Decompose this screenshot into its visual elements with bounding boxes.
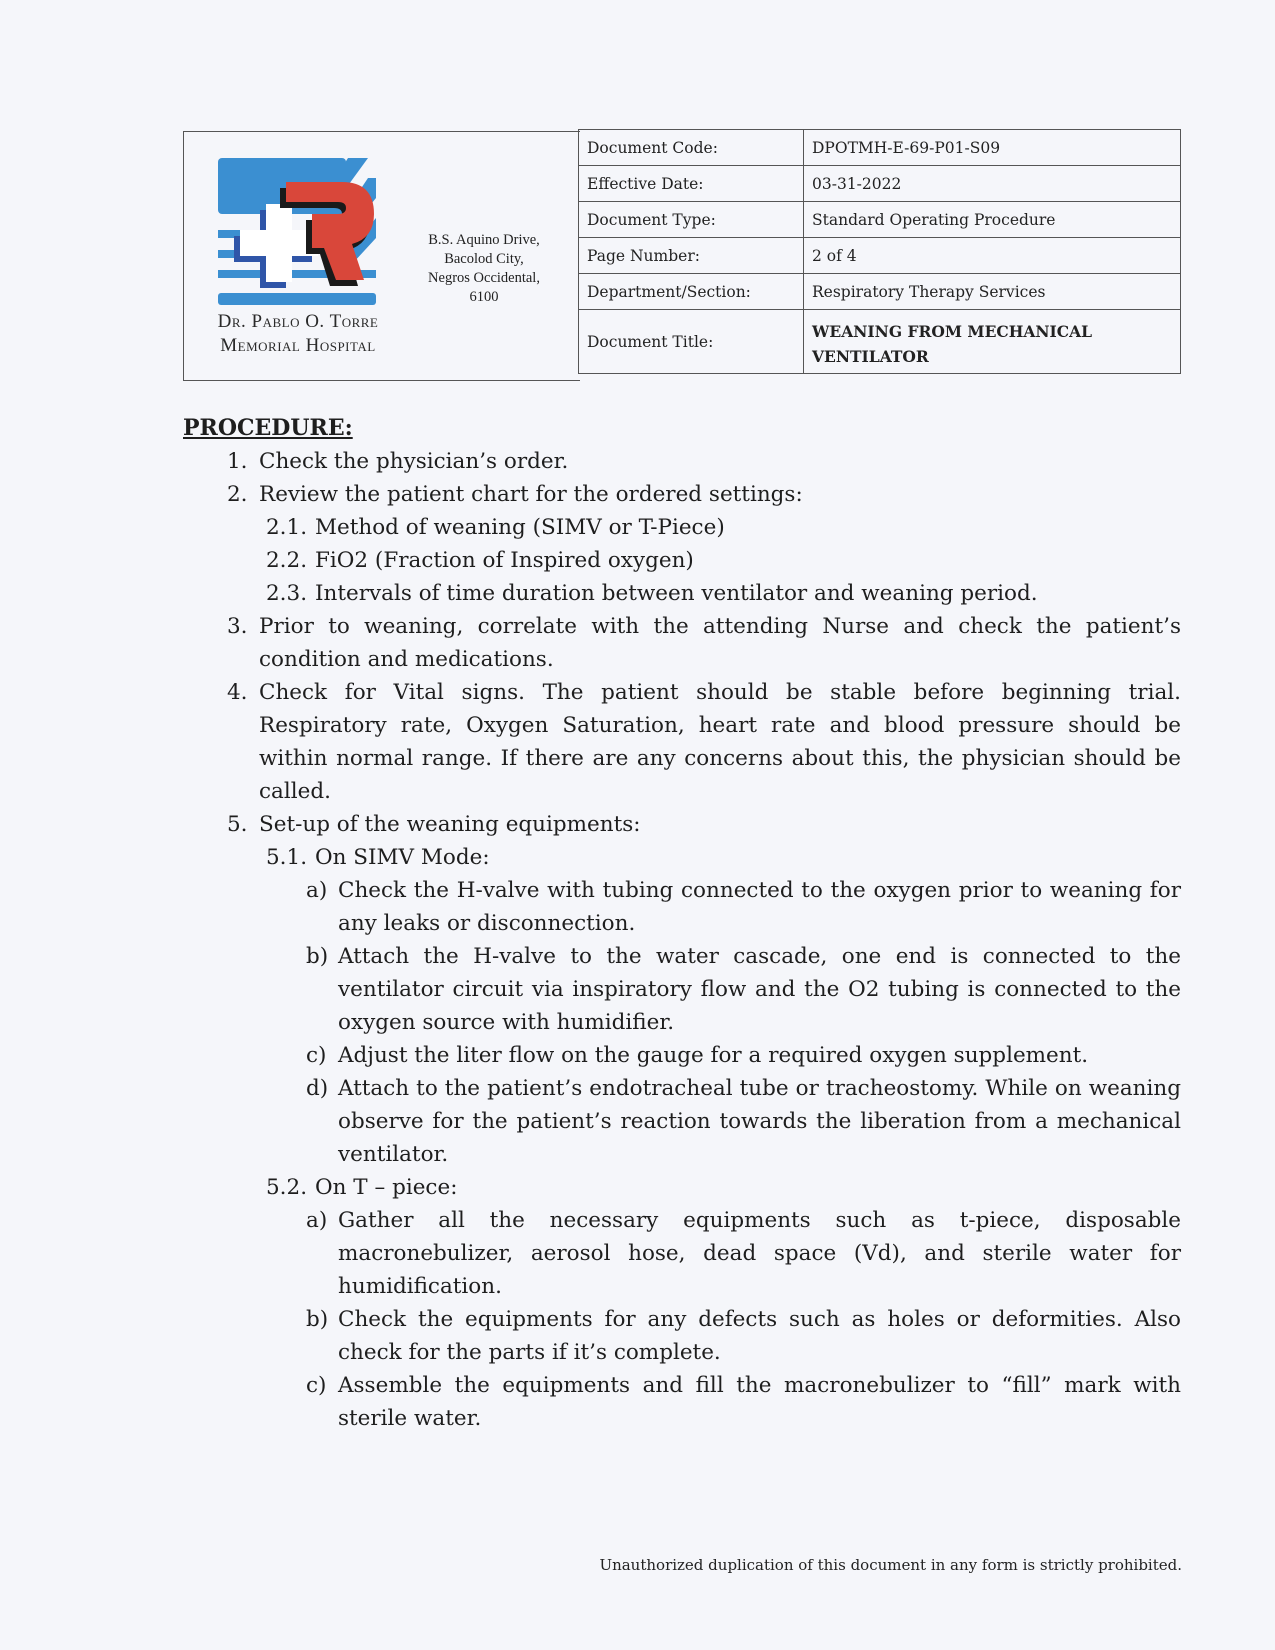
procedure-step bbox=[183, 511, 1181, 544]
meta-row bbox=[579, 238, 1181, 274]
section-heading: PROCEDURE: bbox=[183, 415, 353, 441]
address-line: 6100 bbox=[469, 289, 499, 305]
meta-value: Respiratory Therapy Services bbox=[804, 274, 1181, 310]
procedure-step bbox=[183, 874, 1181, 940]
address-line: Negros Occidental, bbox=[428, 270, 540, 286]
step-text: Set-up of the weaning equipments: bbox=[259, 812, 641, 837]
step-text: Attach to the patient’s endotracheal tube or tracheostomy. While on weaning observe for the patient’s reaction towards the liberation from a mechanical ventilator. bbox=[338, 1076, 1181, 1167]
procedure-step bbox=[183, 445, 1181, 478]
step-text: Adjust the liter flow on the gauge for a required oxygen supplement. bbox=[338, 1043, 1089, 1068]
document-header bbox=[183, 131, 580, 381]
procedure-step bbox=[183, 478, 1181, 511]
hospital-name bbox=[184, 310, 412, 358]
meta-label: Document Code: bbox=[579, 130, 804, 166]
step-number: 5.1. bbox=[266, 845, 308, 870]
procedure-step bbox=[183, 1072, 1181, 1171]
step-number: 1. bbox=[227, 449, 248, 474]
procedure-step bbox=[183, 841, 1181, 874]
step-text: Check the physician’s order. bbox=[259, 449, 569, 474]
address-line: B.S. Aquino Drive, bbox=[428, 232, 540, 248]
hospital-logo bbox=[218, 158, 376, 305]
hospital-name-line-2: Memorial Hospital bbox=[220, 335, 376, 356]
step-text: Gather all the necessary equipments such as t-piece, disposable macronebulizer, aerosol hose, dead space (Vd), and sterile water for humidification. bbox=[338, 1208, 1181, 1299]
step-number: d) bbox=[306, 1076, 329, 1101]
step-number: a) bbox=[306, 1208, 328, 1233]
meta-label: Document Title: bbox=[579, 310, 804, 374]
procedure-step bbox=[183, 610, 1181, 676]
step-text: FiO2 (Fraction of Inspired oxygen) bbox=[315, 548, 694, 573]
meta-row bbox=[579, 202, 1181, 238]
meta-label: Effective Date: bbox=[579, 166, 804, 202]
footer-notice: Unauthorized duplication of this document in any form is strictly prohibited. bbox=[599, 1556, 1182, 1574]
meta-row bbox=[579, 130, 1181, 166]
step-text: Check for Vital signs. The patient should be stable before beginning trial. Respiratory rate, Oxygen Saturation, heart rate and blood pressure should be within normal range. If there are any concerns about this, the physician should be called. bbox=[259, 680, 1181, 804]
meta-value: 2 of 4 bbox=[804, 238, 1181, 274]
meta-label: Page Number: bbox=[579, 238, 804, 274]
step-text: Review the patient chart for the ordered settings: bbox=[259, 482, 803, 507]
step-number: 2.3. bbox=[266, 581, 308, 606]
procedure-section bbox=[183, 412, 1181, 1435]
step-number: b) bbox=[306, 1307, 329, 1332]
step-text: Prior to weaning, correlate with the attending Nurse and check the patient’s condition and medications. bbox=[259, 614, 1181, 672]
step-number: 3. bbox=[227, 614, 248, 639]
hospital-name-line-1: Dr. Pablo O. Torre bbox=[217, 311, 379, 332]
procedure-step bbox=[183, 1039, 1181, 1072]
meta-value: DPOTMH-E-69-P01-S09 bbox=[804, 130, 1181, 166]
step-text: Check the H-valve with tubing connected to the oxygen prior to weaning for any leaks or disconnection. bbox=[338, 878, 1181, 936]
document-title: WEANING FROM MECHANICAL VENTILATOR bbox=[804, 310, 1181, 374]
step-text: On SIMV Mode: bbox=[315, 845, 490, 870]
step-text: Attach the H-valve to the water cascade, one end is connected to the ventilator circuit via inspiratory flow and the O2 tubing is connected to the oxygen source with humidifier. bbox=[338, 944, 1181, 1035]
step-number: a) bbox=[306, 878, 328, 903]
step-text: Intervals of time duration between ventilator and weaning period. bbox=[315, 581, 1038, 606]
meta-row bbox=[579, 166, 1181, 202]
meta-row bbox=[579, 274, 1181, 310]
hospital-address bbox=[409, 231, 559, 307]
step-text: Assemble the equipments and fill the macronebulizer to “fill” mark with sterile water. bbox=[338, 1373, 1181, 1431]
step-number: 2. bbox=[227, 482, 248, 507]
step-number: 4. bbox=[227, 680, 248, 705]
step-number: 5.2. bbox=[266, 1175, 308, 1200]
address-line: Bacolod City, bbox=[444, 251, 524, 267]
procedure-step bbox=[183, 676, 1181, 808]
step-number: 2.1. bbox=[266, 515, 308, 540]
step-text: Check the equipments for any defects such as holes or deformities. Also check for the parts if it’s complete. bbox=[338, 1307, 1181, 1365]
meta-label: Document Type: bbox=[579, 202, 804, 238]
procedure-list bbox=[183, 445, 1181, 1435]
procedure-step bbox=[183, 577, 1181, 610]
procedure-step bbox=[183, 1171, 1181, 1204]
step-text: On T – piece: bbox=[315, 1175, 458, 1200]
step-number: c) bbox=[306, 1043, 327, 1068]
step-number: b) bbox=[306, 944, 329, 969]
procedure-step bbox=[183, 1204, 1181, 1303]
document-meta-table bbox=[578, 129, 1181, 374]
step-number: c) bbox=[306, 1373, 327, 1398]
meta-row bbox=[579, 310, 1181, 374]
step-text: Method of weaning (SIMV or T-Piece) bbox=[315, 515, 725, 540]
procedure-step bbox=[183, 544, 1181, 577]
meta-label: Department/Section: bbox=[579, 274, 804, 310]
procedure-step bbox=[183, 1369, 1181, 1435]
procedure-step bbox=[183, 1303, 1181, 1369]
meta-value: Standard Operating Procedure bbox=[804, 202, 1181, 238]
meta-value: 03-31-2022 bbox=[804, 166, 1181, 202]
step-number: 2.2. bbox=[266, 548, 308, 573]
step-number: 5. bbox=[227, 812, 248, 837]
procedure-step bbox=[183, 940, 1181, 1039]
procedure-step bbox=[183, 808, 1181, 841]
